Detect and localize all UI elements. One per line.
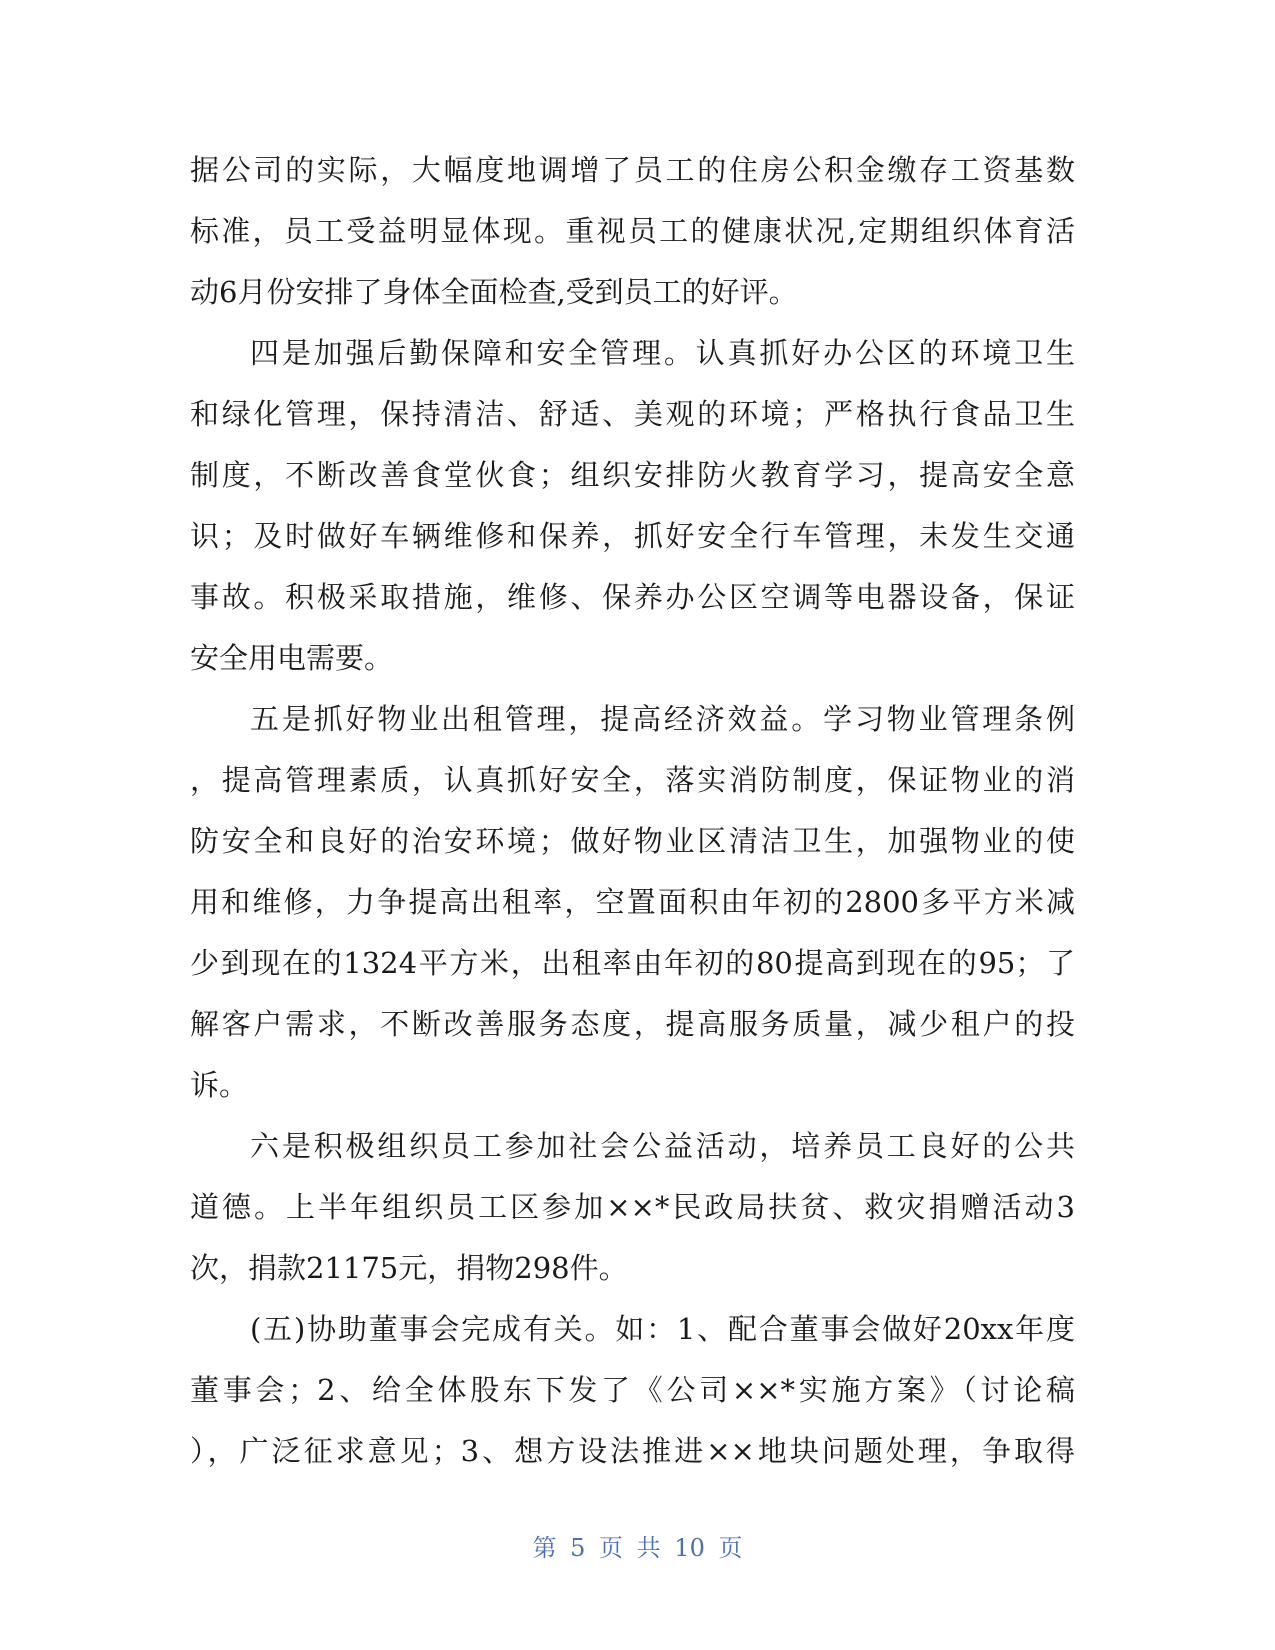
text-line: 四是加强后勤保障和安全管理。认真抓好办公区的环境卫生 — [250, 336, 1075, 370]
text-line: 诉。 — [190, 1068, 249, 1102]
text-line: 用和维修，力争提高出租率，空置面积由年初的2800多平方米减 — [190, 885, 1075, 919]
text-line: 六是积极组织员工参加社会公益活动，培养员工良好的公共 — [250, 1129, 1075, 1163]
text-line: 五是抓好物业出租管理，提高经济效益。学习物业管理条例 — [250, 702, 1075, 736]
text-line: 解客户需求，不断改善服务态度，提高服务质量，减少租户的投 — [190, 1007, 1075, 1041]
text-line: 动6月份安排了身体全面检查,受到员工的好评。 — [190, 275, 798, 309]
text-line: 少到现在的1324平方米，出租率由年初的80提高到现在的95；了 — [190, 946, 1075, 980]
text-line: ，提高管理素质，认真抓好安全，落实消防制度，保证物业的消 — [190, 763, 1075, 797]
text-line: 防安全和良好的治安环境；做好物业区清洁卫生，加强物业的使 — [190, 824, 1075, 858]
text-line: ），广泛征求意见；3、想方设法推进××地块问题处理，争取得 — [190, 1434, 1075, 1468]
text-line: 事故。积极采取措施，维修、保养办公区空调等电器设备，保证 — [190, 580, 1075, 614]
text-line: (五)协助董事会完成有关。如：1、配合董事会做好20xx年度 — [250, 1312, 1075, 1346]
text-line: 据公司的实际，大幅度地调增了员工的住房公积金缴存工资基数 — [190, 153, 1075, 187]
text-line: 制度，不断改善食堂伙食；组织安排防火教育学习，提高安全意 — [190, 458, 1075, 492]
document-body — [190, 140, 1075, 1482]
text-line: 次，捐款21175元，捐物298件。 — [190, 1251, 628, 1285]
text-line: 标准，员工受益明显体现。重视员工的健康状况,定期组织体育活 — [190, 214, 1075, 248]
text-line: 董事会；2、给全体股东下发了《公司××*实施方案》（讨论稿 — [190, 1373, 1075, 1407]
text-line: 和绿化管理，保持清洁、舒适、美观的环境；严格执行食品卫生 — [190, 397, 1075, 431]
text-line: 安全用电需要。 — [190, 641, 394, 675]
text-line: 识；及时做好车辆维修和保养，抓好安全行车管理，未发生交通 — [190, 519, 1075, 553]
text-line: 道德。上半年组织员工区参加××*民政局扶贫、救灾捐赠活动3 — [190, 1190, 1075, 1224]
page-number-footer: 第 5 页 共 10 页 — [532, 1534, 743, 1562]
